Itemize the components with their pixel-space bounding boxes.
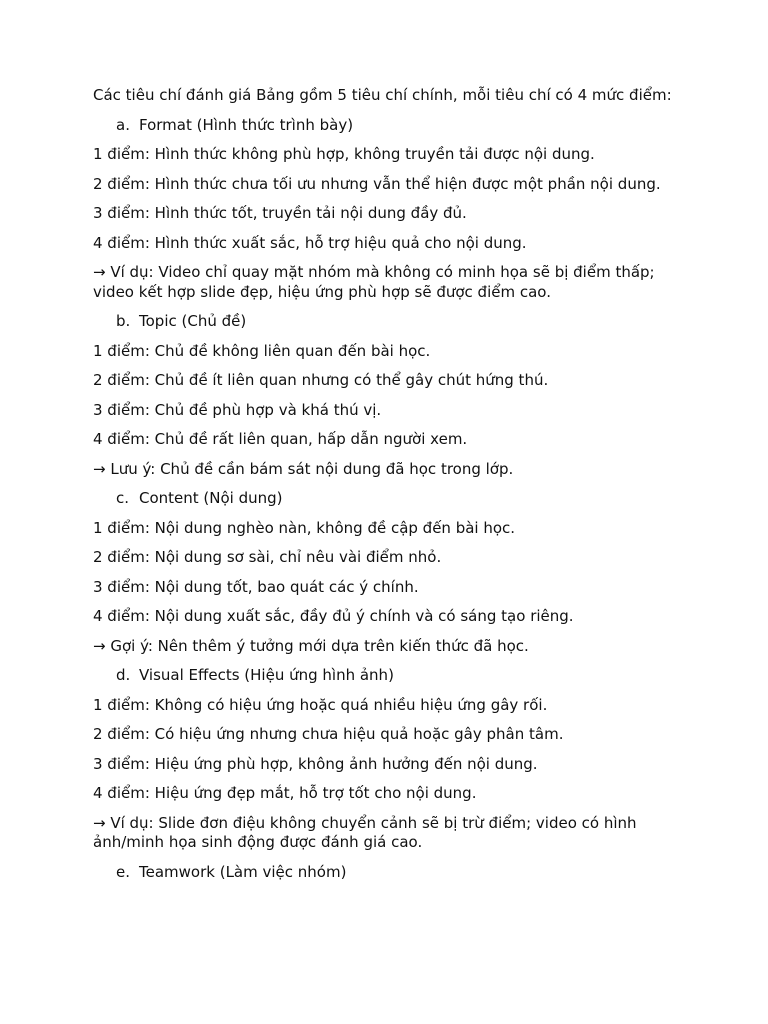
criterion-line: 4 điểm: Hiệu ứng đẹp mắt, hỗ trợ tốt cho nội dung.	[93, 784, 477, 802]
criterion-line: 4 điểm: Chủ đề rất liên quan, hấp dẫn người xem.	[93, 430, 468, 448]
intro-paragraph: Các tiêu chí đánh giá Bảng gồm 5 tiêu chí chính, mỗi tiêu chí có 4 mức điểm:	[93, 86, 672, 104]
criterion-line: 3 điểm: Chủ đề phù hợp và khá thú vị.	[93, 400, 382, 419]
section-note: → Lưu ý: Chủ đề cần bám sát nội dung đã học trong lớp.	[93, 459, 514, 478]
document-page	[93, 86, 683, 892]
criterion-line: 1 điểm: Không có hiệu ứng hoặc quá nhiều hiệu ứng gây rối.	[93, 695, 548, 714]
criterion-line: 3 điểm: Hiệu ứng phù hợp, không ảnh hưởng đến nội dung.	[93, 754, 538, 773]
section-heading-topic	[93, 312, 683, 332]
section-title: Visual Effects (Hiệu ứng hình ảnh)	[139, 666, 394, 684]
section-note: → Gợi ý: Nên thêm ý tưởng mới dựa trên kiến thức đã học.	[93, 636, 529, 655]
criterion-line: 2 điểm: Có hiệu ứng nhưng chưa hiệu quả hoặc gây phân tâm.	[93, 725, 564, 743]
criterion-line: 2 điểm: Nội dung sơ sài, chỉ nêu vài điểm nhỏ.	[93, 548, 442, 566]
section-title: Topic (Chủ đề)	[139, 312, 247, 330]
section-title: Format (Hình thức trình bày)	[139, 115, 354, 134]
section-heading-content	[93, 489, 683, 509]
section-marker: d.	[116, 666, 131, 684]
section-heading-visual-effects	[93, 666, 683, 686]
criterion-line: 2 điểm: Hình thức chưa tối ưu nhưng vẫn thể hiện được một phần nội dung.	[93, 174, 661, 193]
section-marker: e.	[116, 862, 130, 881]
criterion-line: 3 điểm: Hình thức tốt, truyền tải nội dung đầy đủ.	[93, 204, 467, 222]
section-title: Content (Nội dung)	[139, 489, 283, 507]
section-note: → Ví dụ: Video chỉ quay mặt nhóm mà không có minh họa sẽ bị điểm thấp; video kết hợp slide đẹp, hiệu ứng phù hợp sẽ được điểm cao.	[93, 263, 655, 301]
section-heading-format	[93, 116, 683, 136]
criterion-line: 1 điểm: Nội dung nghèo nàn, không đề cập đến bài học.	[93, 518, 516, 537]
criterion-line: 4 điểm: Nội dung xuất sắc, đầy đủ ý chính và có sáng tạo riêng.	[93, 607, 574, 625]
criterion-line: 3 điểm: Nội dung tốt, bao quát các ý chính.	[93, 577, 419, 596]
criterion-line: 1 điểm: Chủ đề không liên quan đến bài học.	[93, 341, 431, 360]
criterion-line: 2 điểm: Chủ đề ít liên quan nhưng có thể gây chút hứng thú.	[93, 371, 549, 389]
section-title: Teamwork (Làm việc nhóm)	[139, 862, 347, 881]
section-marker: b.	[116, 312, 131, 330]
criterion-line: 1 điểm: Hình thức không phù hợp, không truyền tải được nội dung.	[93, 145, 595, 163]
section-heading-teamwork	[93, 863, 683, 883]
section-note: → Ví dụ: Slide đơn điệu không chuyển cảnh sẽ bị trừ điểm; video có hình ảnh/minh họa sinh động được đánh giá cao.	[93, 813, 637, 851]
criterion-line: 4 điểm: Hình thức xuất sắc, hỗ trợ hiệu quả cho nội dung.	[93, 233, 527, 252]
section-marker: a.	[116, 115, 130, 134]
section-marker: c.	[116, 489, 130, 507]
